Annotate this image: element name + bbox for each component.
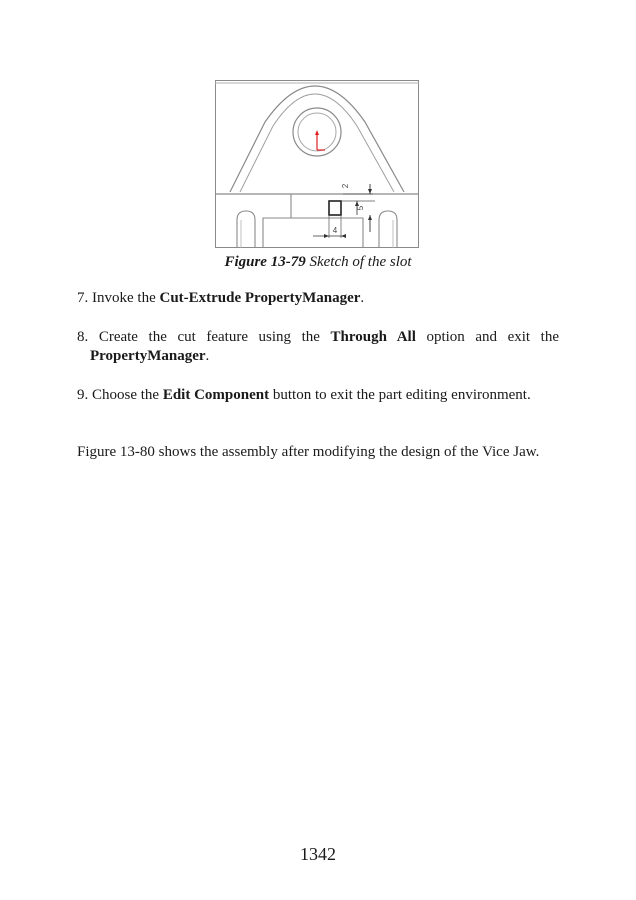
dim-label-bottom: 4 — [332, 226, 338, 235]
page-number: 1342 — [300, 844, 336, 864]
step-9-text: 9. Choose the — [77, 387, 163, 403]
step-7-bold: Cut-Extrude PropertyManager — [159, 290, 361, 306]
step-8 — [77, 328, 559, 366]
step-8-bold-1: Through All — [330, 329, 416, 345]
dim-label-top: 2 — [341, 183, 350, 189]
figure-caption — [0, 252, 636, 272]
step-7 — [77, 289, 559, 308]
step-9 — [77, 386, 559, 405]
step-7-suffix: . — [360, 290, 365, 306]
step-8-suffix: . — [205, 348, 210, 364]
dim-label-side: 5 — [356, 205, 365, 211]
step-9-bold: Edit Component — [162, 387, 270, 403]
cad-sketch-drawing — [215, 80, 419, 248]
caption-text: Sketch of the slot — [305, 254, 412, 270]
closing-paragraph: Figure 13-80 shows the assembly after modifying the design of the Vice Jaw. — [77, 444, 540, 460]
step-8-text: 8. Create the cut feature using the — [77, 329, 331, 345]
step-9-suffix: button to exit the part editing environment. — [269, 387, 531, 403]
caption-label: Figure 13-79 — [224, 254, 306, 270]
step-8-bold-2: PropertyManager — [90, 348, 206, 364]
figure-sketch-of-slot — [215, 80, 419, 248]
step-7-text: 7. Invoke the — [77, 290, 160, 306]
step-8-middle: option and exit the — [415, 329, 559, 345]
